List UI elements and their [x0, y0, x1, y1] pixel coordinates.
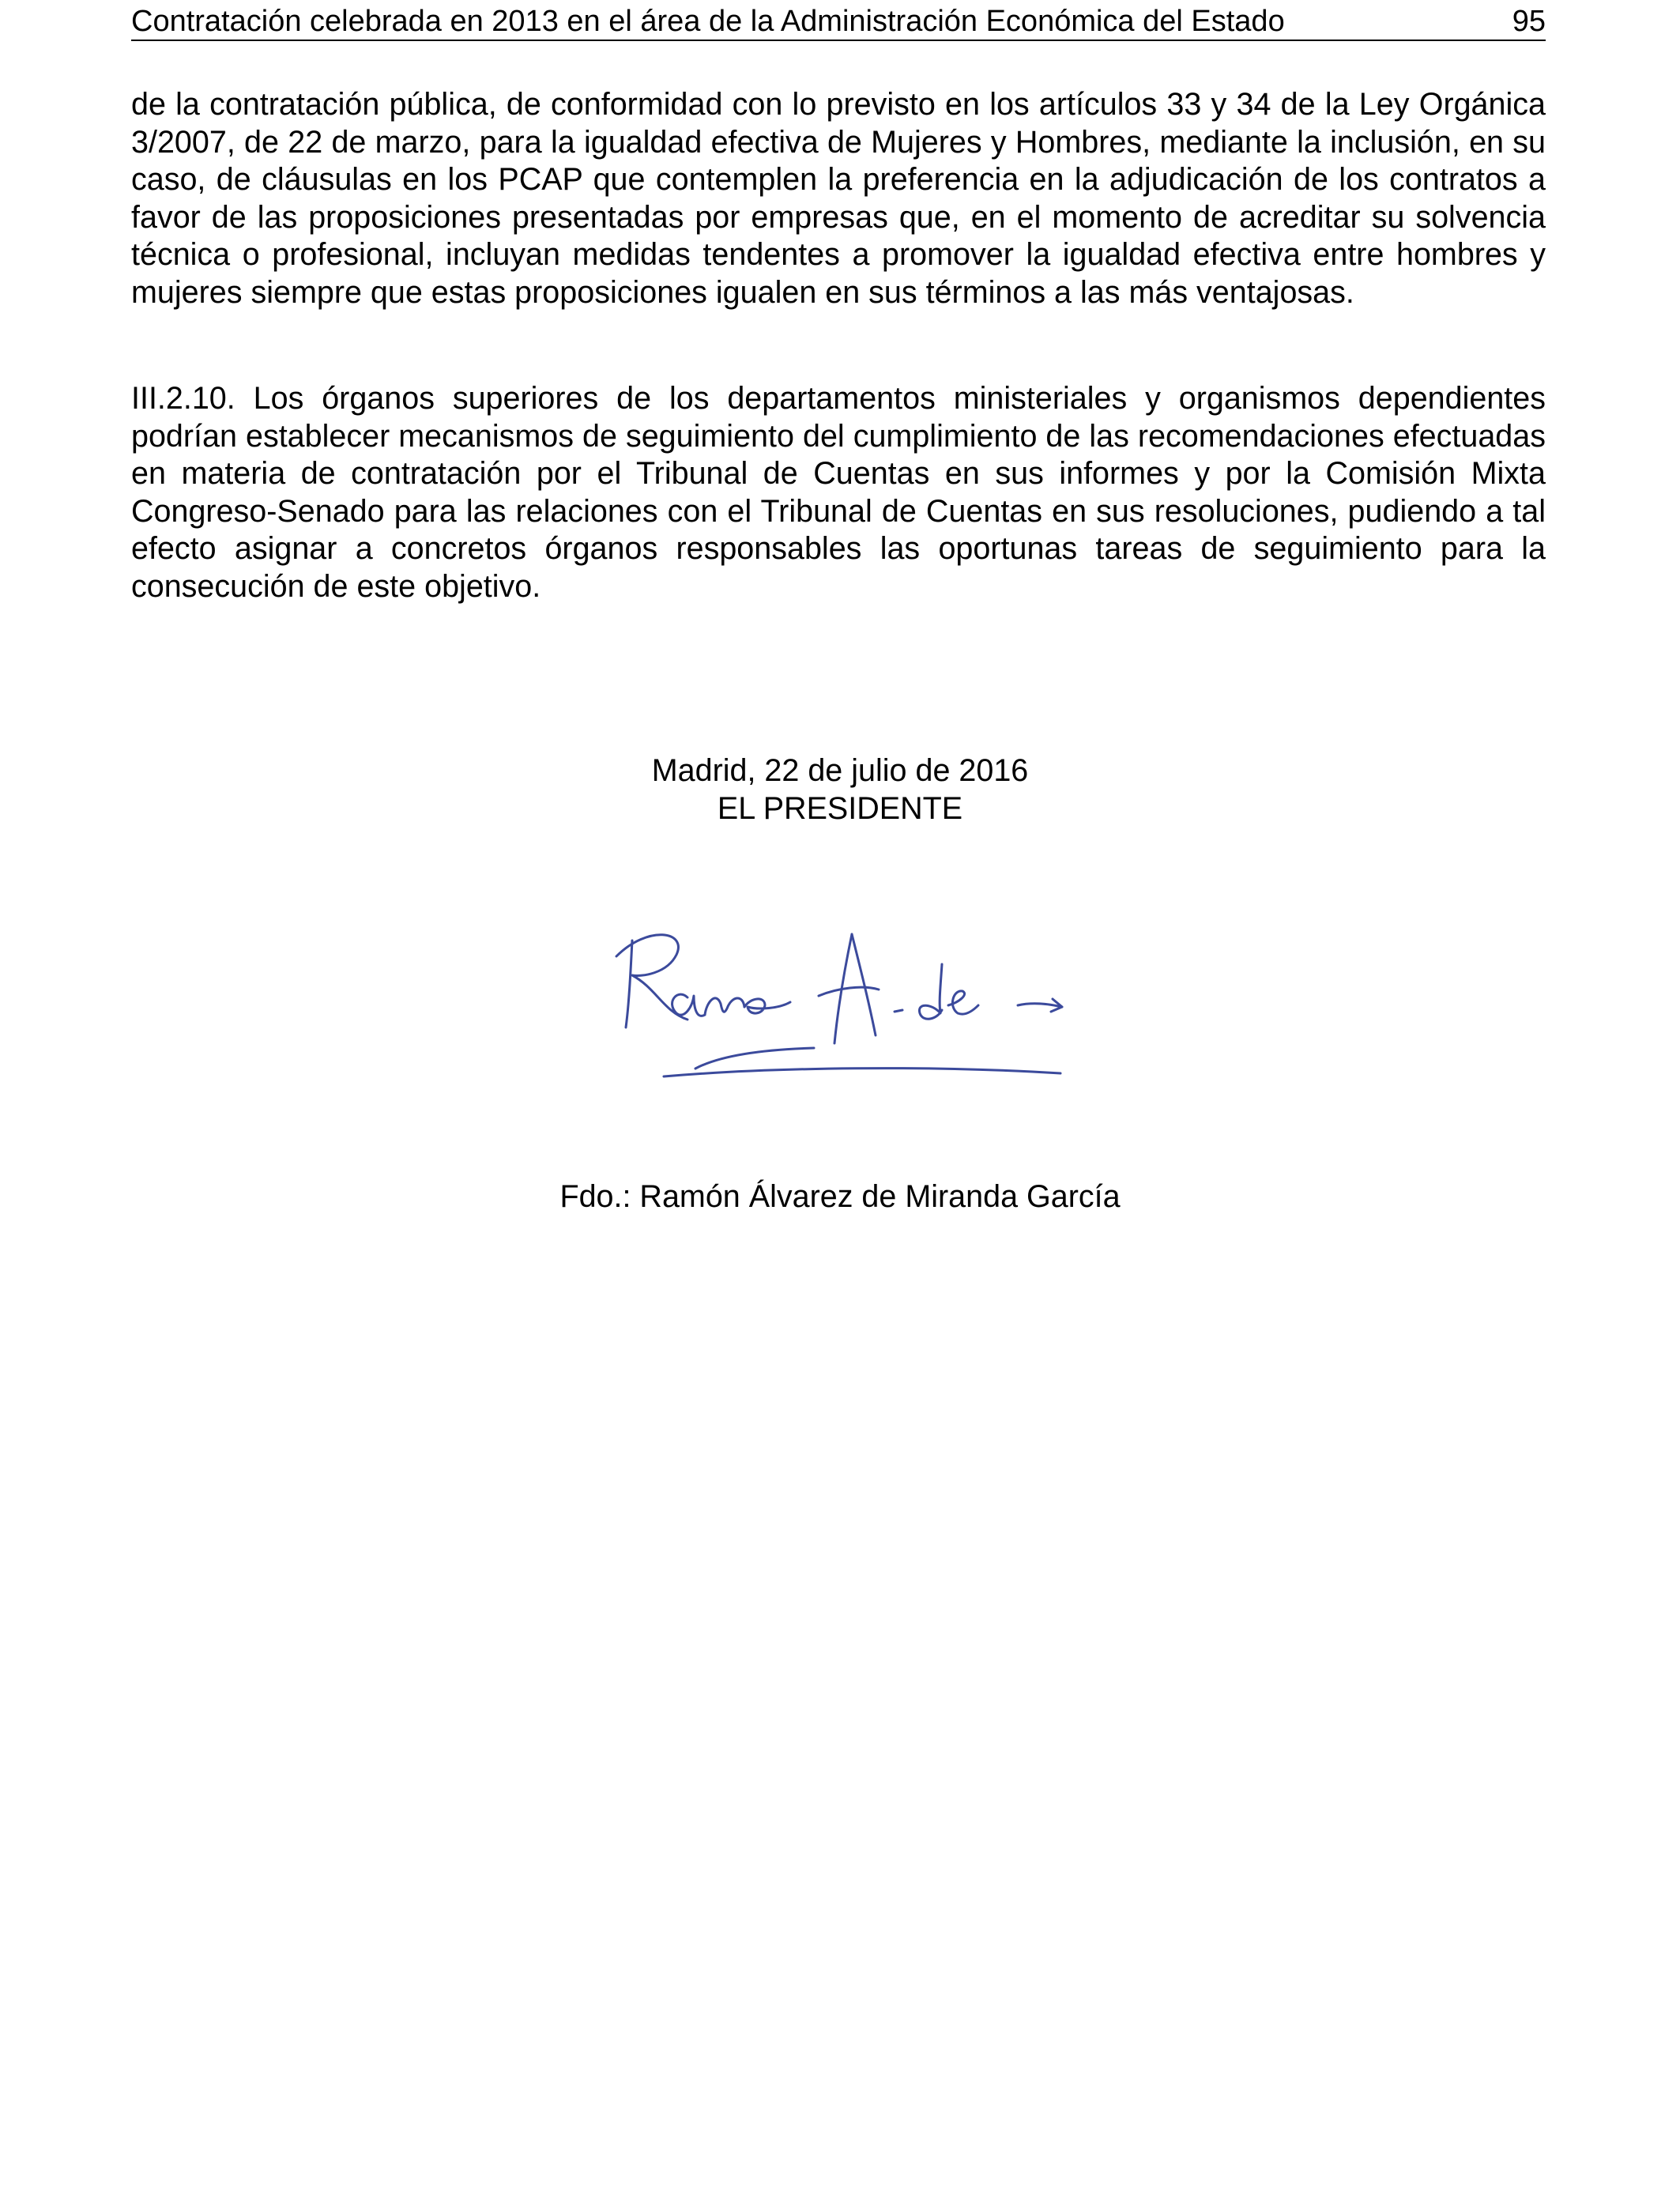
recommendation-paragraph: III.2.10. Los órganos superiores de los departamentos ministeriales y organismos dependientes podrían establecer mecanismos de seguimiento del cumplimiento de las recomendaciones efectuadas en materia de contratación por el Tribunal de Cuentas en sus informes y por la Comisión Mixta Congreso-Senado para las relaciones con el Tribunal de Cuentas en sus resoluciones, pudiendo a tal efecto asignar a concretos órganos responsables las oportunas tareas de seguimiento para la consecución de este objetivo. [131, 381, 1546, 604]
place-date: Madrid, 22 de julio de 2016 [651, 753, 1029, 788]
running-header [131, 3, 1546, 41]
body-paragraph: de la contratación pública, de conformidad con lo previsto en los artículos 33 y 34 de la Ley Orgánica 3/2007, de 22 de marzo, para la igualdad efectiva de Mujeres y Hombres, mediante la inclusión, en su caso, de cláusulas en los PCAP que contemplen la preferencia en la adjudicación de los contratos a favor de las proposiciones presentadas por empresas que, en el momento de acreditar su solvencia técnica o profesional, incluyan medidas tendentes a promover la igualdad efectiva entre hombres y mujeres siempre que estas proposiciones igualen en sus términos a las más ventajosas. [131, 87, 1546, 310]
handwritten-signature [601, 909, 1075, 1091]
header-title: Contratación celebrada en 2013 en el área de la Administración Económica del Estado [131, 5, 1285, 38]
signer-title: EL PRESIDENTE [717, 791, 963, 826]
page-number: 95 [1512, 5, 1546, 38]
signer-name: Fdo.: Ramón Álvarez de Miranda García [559, 1179, 1121, 1214]
